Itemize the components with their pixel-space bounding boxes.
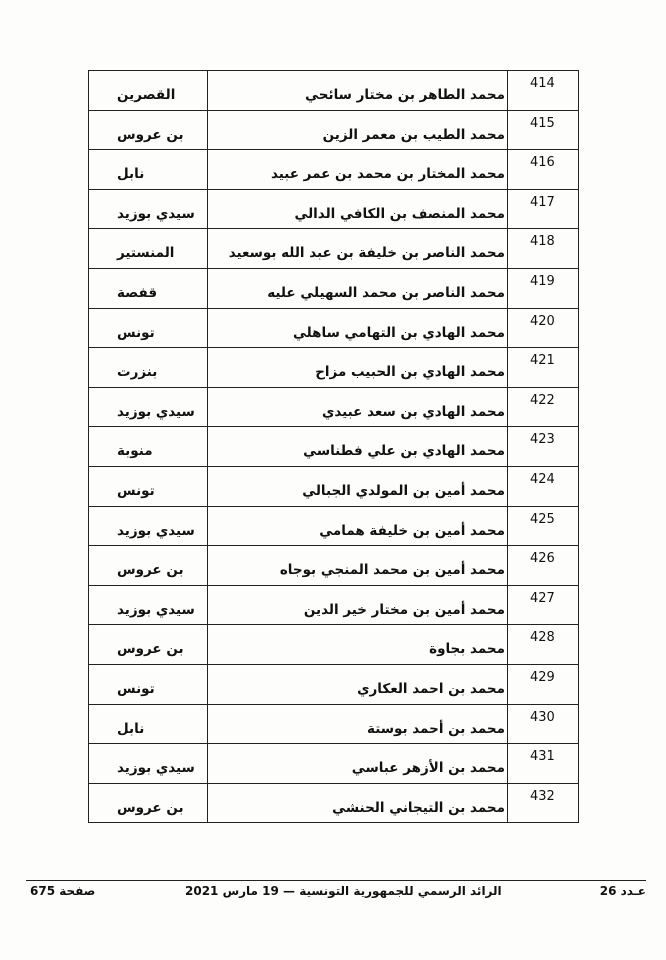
- row-number: 416: [508, 150, 579, 190]
- city-cell: [89, 506, 208, 546]
- footer-journal-title: الرائد الرسمي للجمهورية التونسية — 19 مارس 2021: [185, 884, 502, 898]
- row-number: 429: [508, 664, 579, 704]
- table-row: [89, 744, 579, 784]
- row-number: 417: [508, 189, 579, 229]
- city-cell: [89, 783, 208, 823]
- person-name: محمد الهادي بن الحبيب مزاح: [208, 348, 508, 388]
- row-number: 418: [508, 229, 579, 269]
- table-row: [89, 387, 579, 427]
- table-row: [89, 71, 579, 111]
- row-number: 424: [508, 466, 579, 506]
- footer-issue: عـدد 26: [599, 884, 646, 898]
- table-row: [89, 625, 579, 665]
- city-name: تونس: [117, 482, 155, 499]
- city-cell: [89, 585, 208, 625]
- city-name: نابل: [117, 720, 145, 737]
- person-name: محمد الهادي بن علي فطناسي: [208, 427, 508, 467]
- person-name: محمد الهادي بن التهامي ساهلي: [208, 308, 508, 348]
- city-name: سيدي بوزيد: [117, 760, 195, 777]
- city-name: بن عروس: [117, 641, 184, 658]
- city-cell: [89, 664, 208, 704]
- person-name: محمد أمين بن محمد المنجي بوجاه: [208, 546, 508, 586]
- person-name: محمد أمين بن خليفة همامي: [208, 506, 508, 546]
- row-number: 415: [508, 110, 579, 150]
- row-number: 430: [508, 704, 579, 744]
- city-name: القصرين: [117, 87, 176, 103]
- row-number: 422: [508, 387, 579, 427]
- city-name: بن عروس: [117, 562, 184, 579]
- table-row: [89, 308, 579, 348]
- city-cell: [89, 466, 208, 506]
- city-cell: [89, 427, 208, 467]
- city-name: المنستير: [117, 245, 175, 262]
- person-name: محمد الطيب بن معمر الزين: [208, 110, 508, 150]
- table-row: [89, 783, 579, 823]
- person-name: محمد الطاهر بن مختار سائحي: [208, 71, 508, 111]
- city-cell: [89, 348, 208, 388]
- row-number: 425: [508, 506, 579, 546]
- person-name: محمد الهادي بن سعد عبيدي: [208, 387, 508, 427]
- city-cell: [89, 150, 208, 190]
- table-row: [89, 704, 579, 744]
- table-row: [89, 585, 579, 625]
- table-row: [89, 546, 579, 586]
- row-number: 419: [508, 268, 579, 308]
- city-name: تونس: [117, 680, 155, 697]
- row-number: 420: [508, 308, 579, 348]
- table-row: [89, 189, 579, 229]
- names-table: [88, 70, 579, 823]
- person-name: محمد بن أحمد بوستة: [208, 704, 508, 744]
- row-number: 426: [508, 546, 579, 586]
- city-name: سيدي بوزيد: [117, 205, 195, 222]
- person-name: محمد الناصر بن خليفة بن عبد الله بوسعيد: [208, 229, 508, 269]
- table-row: [89, 506, 579, 546]
- table-row: [89, 427, 579, 467]
- city-cell: [89, 268, 208, 308]
- row-number: 428: [508, 625, 579, 665]
- city-name: سيدي بوزيد: [117, 522, 195, 539]
- row-number: 423: [508, 427, 579, 467]
- city-cell: [89, 110, 208, 150]
- city-cell: [89, 704, 208, 744]
- person-name: محمد بن احمد العكاري: [208, 664, 508, 704]
- person-name: محمد الناصر بن محمد السهيلي عليه: [208, 268, 508, 308]
- city-cell: [89, 744, 208, 784]
- city-name: سيدي بوزيد: [117, 601, 195, 618]
- person-name: محمد بن الأزهر عباسي: [208, 744, 508, 784]
- city-name: سيدي بوزيد: [117, 403, 195, 420]
- person-name: محمد بجاوة: [208, 625, 508, 665]
- person-name: محمد بن التيجاني الحنشي: [208, 783, 508, 823]
- table-row: [89, 466, 579, 506]
- table-row: [89, 110, 579, 150]
- city-name: قفصة: [117, 284, 158, 301]
- footer-rule: [26, 880, 646, 881]
- row-number: 427: [508, 585, 579, 625]
- row-number: 421: [508, 348, 579, 388]
- footer-page: صفحة 675: [30, 884, 96, 898]
- row-number: 431: [508, 744, 579, 784]
- city-cell: [89, 71, 208, 111]
- table-row: [89, 664, 579, 704]
- table-row: [89, 348, 579, 388]
- city-cell: [89, 625, 208, 665]
- city-cell: [89, 308, 208, 348]
- city-name: نابل: [117, 166, 145, 183]
- city-cell: [89, 189, 208, 229]
- city-name: بن عروس: [117, 799, 184, 816]
- person-name: محمد المختار بن محمد بن عمر عبيد: [208, 150, 508, 190]
- city-name: بن عروس: [117, 126, 184, 143]
- city-name: تونس: [117, 324, 155, 341]
- row-number: 432: [508, 783, 579, 823]
- city-cell: [89, 546, 208, 586]
- table-row: [89, 268, 579, 308]
- table-row: [89, 150, 579, 190]
- person-name: محمد المنصف بن الكافي الدالي: [208, 189, 508, 229]
- city-cell: [89, 229, 208, 269]
- city-cell: [89, 387, 208, 427]
- person-name: محمد أمين بن مختار خير الدين: [208, 585, 508, 625]
- city-name: بنزرت: [117, 364, 158, 381]
- city-name: منوبة: [117, 443, 153, 460]
- names-table-body: [89, 71, 579, 823]
- row-number: 414: [508, 71, 579, 111]
- table-row: [89, 229, 579, 269]
- person-name: محمد أمين بن المولدي الجبالي: [208, 466, 508, 506]
